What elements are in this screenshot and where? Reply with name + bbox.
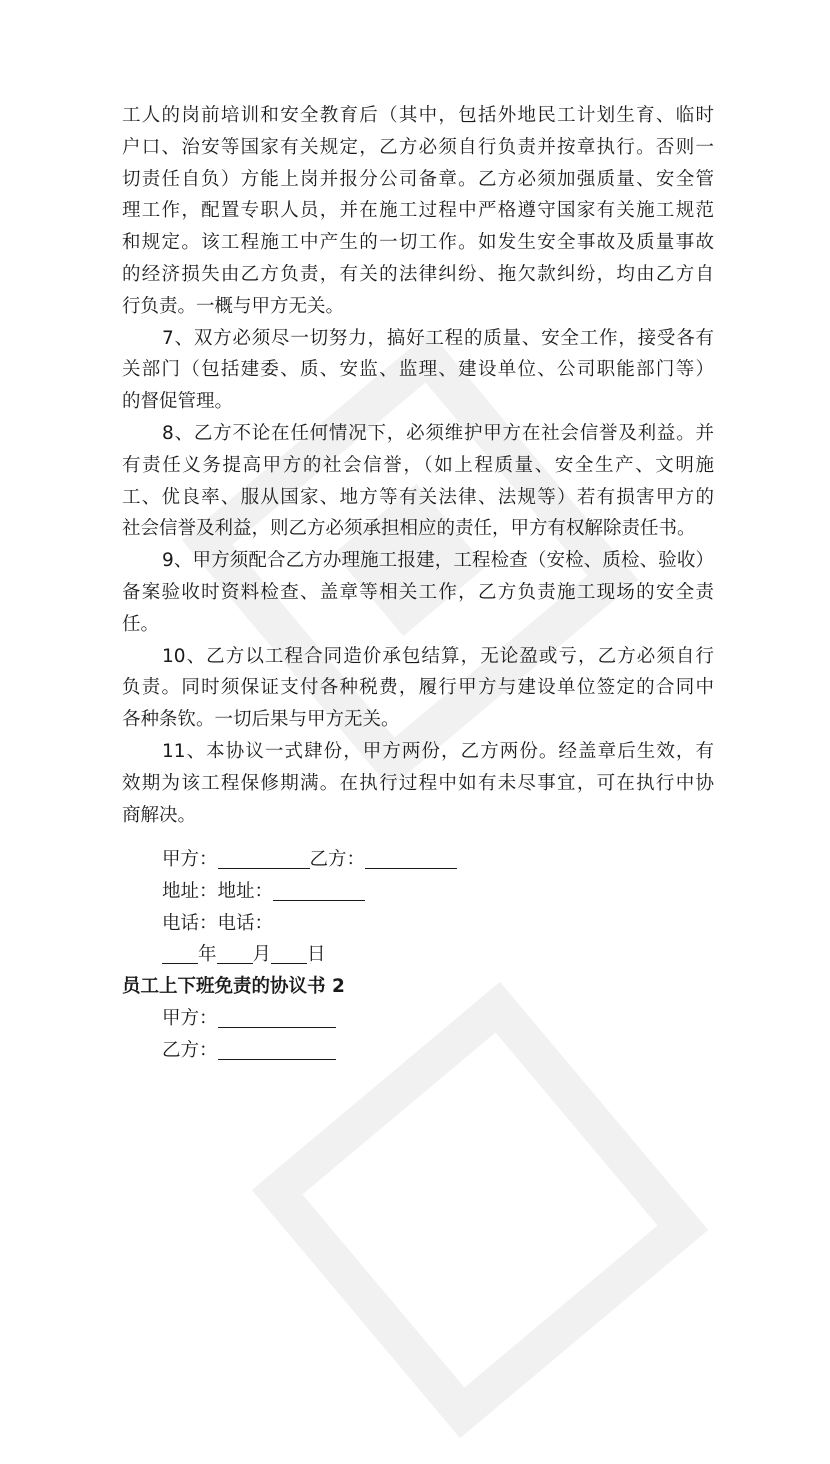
paragraph (122, 736, 714, 831)
day-label: 日 (307, 944, 326, 966)
address-blank[interactable] (273, 880, 365, 901)
party-a-blank[interactable] (218, 848, 310, 869)
year-label: 年 (198, 944, 217, 966)
address-a-label: 地址： (162, 880, 218, 902)
party-b-label: 乙方： (162, 1039, 218, 1061)
text-line: 商解决。 (122, 804, 197, 826)
party-a-label: 甲方： (162, 1007, 218, 1029)
text-line: 效期为该工程保修期满。在执行过程中如有未尽事宜，可在执行中协 (122, 772, 714, 794)
signature-address (122, 876, 714, 908)
signature-date (122, 939, 714, 971)
text-line: 7、双方必须尽一切努力，搞好工程的质量、安全工作，接受各有 (162, 327, 714, 349)
party-b-label: 乙方： (309, 849, 366, 870)
paragraph (122, 545, 714, 640)
text-line: 工人的岗前培训和安全教育后（其中，包括外地民工计划生育、临时 (122, 105, 714, 126)
text-line: 关部门（包括建委、质、安监、监理、建设单位、公司职能部门等） (122, 359, 714, 381)
paragraph (122, 641, 714, 736)
text-line: 任。 (122, 613, 160, 635)
year-blank[interactable] (162, 943, 198, 964)
text-line: 行负责。一概与甲方无关。 (122, 295, 345, 317)
text-line: 和规定。该工程施工中产生的一切工作。如发生安全事故及质量事故 (122, 232, 714, 254)
section-2-title: 员工上下班免责的协议书 2 (122, 976, 345, 998)
text-line: 的经济损失由乙方负责，有关的法律纠纷、拖欠款纠纷，均由乙方自 (122, 263, 714, 285)
signature-block (122, 844, 714, 1067)
signature-phone (122, 908, 714, 940)
section-2-party-b (122, 1035, 714, 1067)
text-line: 各种条钦。一切后果与甲方无关。 (122, 709, 400, 731)
text-line: 8、乙方不论在任何情况下，必须维护甲方在社会信誉及利益。并 (162, 422, 714, 444)
address-b-label: 地址： (217, 880, 274, 902)
month-blank[interactable] (217, 943, 253, 964)
text-line: 备案验收时资料检查、盖章等相关工作，乙方负责施工现场的安全责 (122, 581, 714, 603)
text-line: 10、乙方以工程合同造价承包结算，无论盈或亏，乙方必须自行 (162, 645, 714, 667)
party-b-blank[interactable] (365, 848, 457, 869)
paragraph (122, 323, 714, 418)
party-b-blank[interactable] (218, 1039, 336, 1060)
day-blank[interactable] (271, 943, 307, 964)
document-body (122, 100, 714, 831)
text-line: 的督促管理。 (122, 391, 234, 413)
month-label: 月 (252, 944, 272, 966)
text-line: 户口、治安等国家有关规定，乙方必须自行负责并按章执行。否则一 (122, 136, 714, 158)
text-line: 切责任自负）方能上岗并报分公司备章。乙方必须加强质量、安全管 (122, 168, 714, 190)
paragraph (122, 100, 714, 323)
text-line: 9、甲方须配合乙方办理施工报建，工程检查（安检、质检、验收） (162, 550, 714, 572)
text-line: 负责。同时须保证支付各种税费，履行甲方与建设单位签定的合同中 (122, 677, 714, 699)
party-a-label: 甲方： (162, 849, 218, 870)
text-line: 社会信誉及利益，则乙方必须承担相应的责任，甲方有权解除责任书。 (122, 518, 696, 540)
section-2-party-a (122, 1003, 714, 1035)
text-line: 工、优良率、服从国家、地方等有关法律、法规等）若有损害甲方的 (122, 486, 714, 508)
phone-a-label: 电话： (162, 912, 218, 934)
paragraph (122, 418, 714, 545)
party-a-blank[interactable] (218, 1007, 336, 1028)
signature-parties (122, 844, 714, 876)
text-line: 有责任义务提高甲方的社会信誉，（如上程质量、安全生产、文明施 (122, 454, 714, 476)
phone-b-label: 电话： (217, 912, 274, 934)
text-line: 11、本协议一式肆份，甲方两份，乙方两份。经盖章后生效，有 (162, 740, 714, 762)
text-line: 理工作，配置专职人员，并在施工过程中严格遵守国家有关施工规范 (122, 200, 714, 222)
